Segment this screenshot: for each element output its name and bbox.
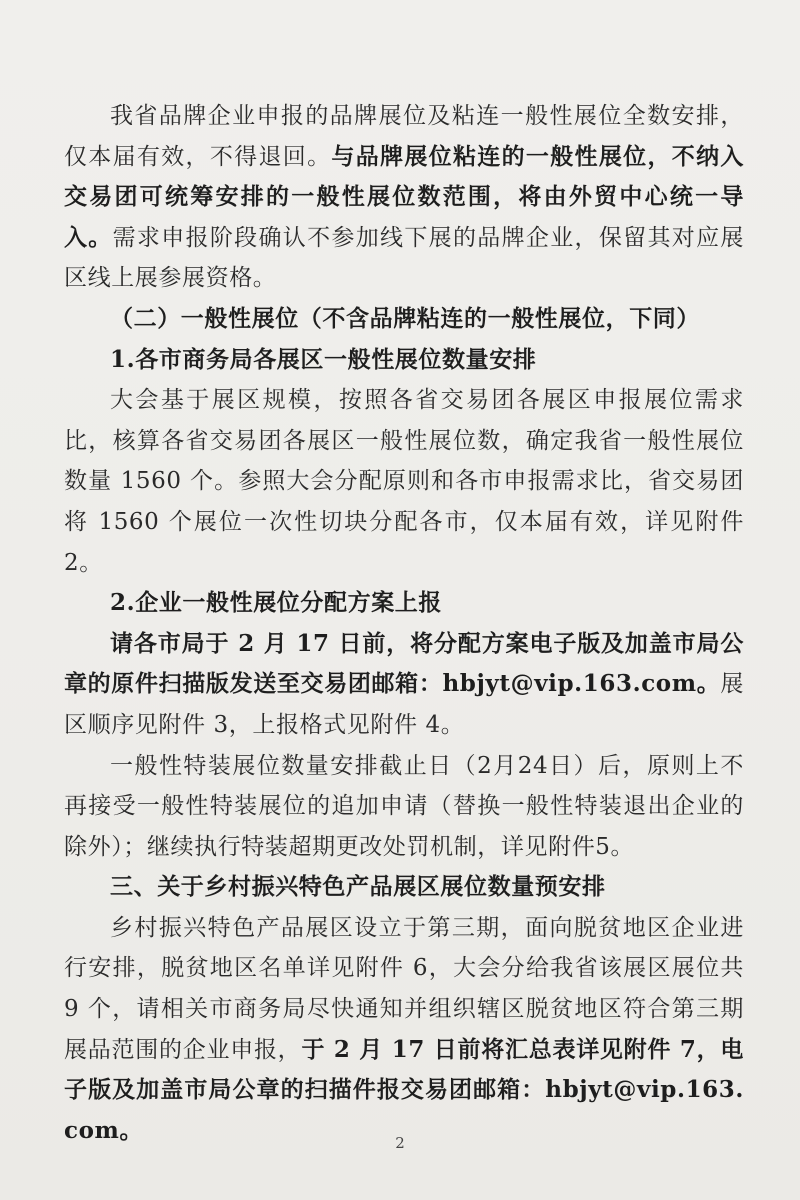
paragraph-special-booth-deadline: 一般性特装展位数量安排截止日（2月24日）后，原则上不再接受一般性特装展位的追加申请（替换一般性特装退出企业的除外）；继续执行特装超期更改处罚机制，详见附件5。 <box>64 752 744 860</box>
text-segment: 乡村振兴特色产品展区设立于第三期，面向脱贫地区企业进行安排，脱贫地区名单详见附件 6，大会分给我省该展区展位共 9 个，请相关市商务局尽快通知并组织辖区脱贫地区符合第三期展品范围的企业申报， <box>64 914 744 1063</box>
page-number: 2 <box>395 1134 405 1152</box>
section-heading-general-booths: （二）一般性展位（不含品牌粘连的一般性展位，下同） <box>110 304 700 332</box>
section-heading-rural-revitalization: 三、关于乡村振兴特色产品展区展位数量预安排 <box>110 873 606 901</box>
paragraph-booth-count: 大会基于展区规模，按照各省交易团各展区申报展位需求比，核算各省交易团各展区一般性展位数，确定我省一般性展位数量 1560 个。参照大会分配原则和各市申报需求比，省交易团将 1560 个展位一次性切块分配各市，仅本届有效，详见附件 2。 <box>64 387 744 576</box>
text-segment: 展区顺序见附件 3，上报格式见附件 4。 <box>64 671 744 738</box>
text-segment: 需求申报阶段确认不参加线下展的品牌企业，保留其对应展区线上展参展资格。 <box>64 224 744 292</box>
emphasized-text-segment: 与品牌展位粘连的一般性展位，不纳入交易团可统筹安排的一般性展位数范围，将由外贸中心统一导入。 <box>64 142 744 251</box>
subheading-city-booth-allocation: 1.各市商务局各展区一般性展位数量安排 <box>110 345 537 373</box>
subheading-allocation-plan-submission: 2.企业一般性展位分配方案上报 <box>110 589 443 617</box>
document-body <box>64 96 744 1151</box>
text-segment: 我省品牌企业申报的品牌展位及粘连一般性展位全数安排，仅本届有效，不得退回。 <box>64 103 744 170</box>
paragraph-submission-instructions <box>64 624 744 746</box>
emphasized-text-segment: 于 2 月 17 日前将汇总表详见附件 7，电子版及加盖市局公章的扫描件报交易团邮箱：hbjyt@vip.163.com。 <box>64 1035 745 1144</box>
paragraph-rural-revitalization-booths <box>64 908 744 1152</box>
emphasized-text-segment: 请各市局于 2 月 17 日前，将分配方案电子版及加盖市局公章的原件扫描版发送至交易团邮箱：hbjyt@vip.163.com。 <box>64 629 744 698</box>
paragraph-brand-booth-arrangement <box>64 96 744 299</box>
